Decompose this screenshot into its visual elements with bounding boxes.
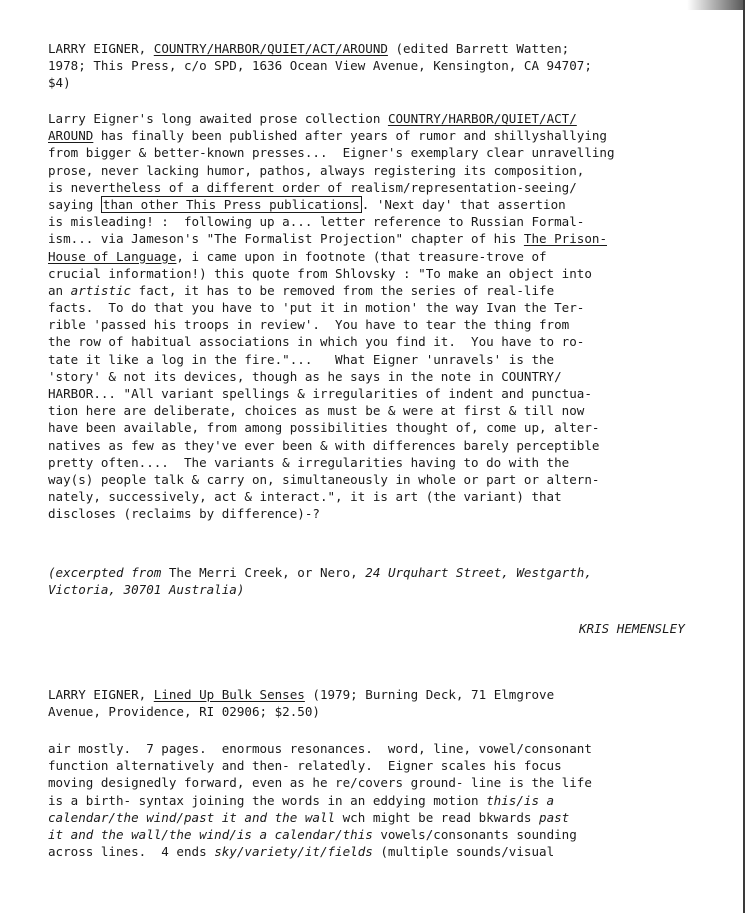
quoted-poem: past	[539, 809, 570, 825]
header-line: Avenue, Providence, RI 02906; $2.50)	[48, 704, 320, 720]
body-line: 'story' & not its devices, though as he says in the note in COUNTRY/	[48, 368, 562, 384]
header-line: LARRY EIGNER, COUNTRY/HARBOR/QUIET/ACT/AROUND (edited Barrett Watten;	[48, 41, 570, 56]
body-line: tate it like a log in the fire."... What Eigner 'unravels' is the	[48, 351, 555, 367]
body-line: ism... via Jameson's "The Formalist Projection" chapter of his The Prison-	[48, 231, 607, 247]
header-line: $4)	[48, 75, 71, 91]
body-line: rible 'passed his troops in review'. You have to tear the thing from	[48, 317, 570, 333]
emphasis: artistic	[70, 282, 132, 298]
body-line: facts. To do that you have to 'put it in motion' the way Ivan the Ter-	[48, 300, 585, 316]
review-1-header	[48, 40, 728, 92]
quoted-poem: this/is a	[486, 792, 555, 808]
reviewer-signature: KRIS HEMENSLEY	[579, 621, 685, 636]
quoted-poem: it and the wall/the wind/is a calendar/this	[48, 826, 373, 842]
header-line: LARRY EIGNER, Lined Up Bulk Senses (1979; Burning Deck, 71 Elmgrove	[48, 687, 555, 702]
body-line: is nevertheless of a different order of realism/representation-seeing/	[48, 179, 577, 195]
quoted-poem: sky/variety/it/fields	[214, 844, 373, 860]
body-line: is misleading! : following up a... letter reference to Russian Formal-	[48, 214, 585, 230]
body-line: the row of habitual associations in which you find it. You have to ro-	[48, 334, 585, 350]
body-line: pretty often.... The variants & irregularities having to do with the	[48, 454, 570, 470]
body-line: HARBOR... "All variant spellings & irregularities of indent and punctua-	[48, 386, 592, 401]
header-line: 1978; This Press, c/o SPD, 1636 Ocean View Avenue, Kensington, CA 94707;	[48, 58, 592, 74]
body-line: saying than other This Press publications . 'Next day' that assertion	[48, 196, 566, 212]
body-line: air mostly. 7 pages. enormous resonances. word, line, vowel/consonant	[48, 741, 592, 756]
source-line: Victoria, 30701 Australia)	[48, 582, 245, 598]
review-2-body	[48, 740, 728, 860]
body-line: crucial information!) this quote from Shlovsky : "To make an object into	[48, 265, 592, 281]
quoted-poem: calendar/the wind/past it and the wall	[48, 809, 336, 825]
body-line: is a birth- syntax joining the words in an eddying motion this/is a	[48, 792, 555, 808]
body-line: way(s) people talk & carry on, simultaneously in whole or part or altern-	[48, 471, 600, 487]
body-line: from bigger & better-known presses... Eigner's exemplary clear unravelling	[48, 145, 615, 161]
body-line: calendar/the wind/past it and the wall wch might be read bkwards past	[48, 809, 570, 825]
source-line: (excerpted from The Merri Creek, or Nero, 24 Urquhart Street, Westgarth,	[48, 565, 592, 580]
book-title: Lined Up Bulk Senses	[153, 687, 305, 702]
page-corner-shadow	[687, 0, 745, 10]
body-line: an artistic fact, it has to be removed from the series of real-life	[48, 282, 555, 298]
body-line: have been available, from among possibilities thought of, come up, alter-	[48, 420, 600, 436]
book-title: House of Language	[48, 248, 177, 264]
body-line: across lines. 4 ends sky/variety/it/fields (multiple sounds/visual	[48, 844, 555, 860]
body-line: AROUND has finally been published after years of rumor and shillyshallying	[48, 128, 607, 144]
bracketed-phrase: than other This Press publications	[102, 196, 360, 212]
body-line: tion here are deliberate, choices as must be & were at first & till now	[48, 403, 585, 419]
body-line: moving designedly forward, even as he re/covers ground- line is the life	[48, 775, 592, 791]
body-line: discloses (reclaims by difference)-?	[48, 506, 320, 522]
body-line: it and the wall/the wind/is a calendar/this vowels/consonants sounding	[48, 826, 577, 842]
body-line: function alternatively and then- relatedly. Eigner scales his focus	[48, 758, 562, 774]
body-line: prose, never lacking humor, pathos, always registering its composition,	[48, 162, 585, 178]
book-title: COUNTRY/HARBOR/QUIET/ACT/	[387, 111, 577, 126]
body-line: House of Language, i came upon in footnote (that treasure-trove of	[48, 248, 547, 264]
body-line: nately, successively, act & interact.", it is art (the variant) that	[48, 489, 562, 505]
body-line: Larry Eigner's long awaited prose collection COUNTRY/HARBOR/QUIET/ACT/	[48, 111, 577, 126]
review-2-header	[48, 686, 728, 720]
body-line: natives as few as they've ever been & with differences barely perceptible	[48, 437, 600, 453]
book-title: The Prison-	[523, 231, 607, 247]
book-title: AROUND	[48, 128, 94, 144]
review-1-body	[48, 110, 728, 523]
review-1-source	[48, 564, 728, 598]
book-title: COUNTRY/HARBOR/QUIET/ACT/AROUND	[153, 41, 388, 56]
